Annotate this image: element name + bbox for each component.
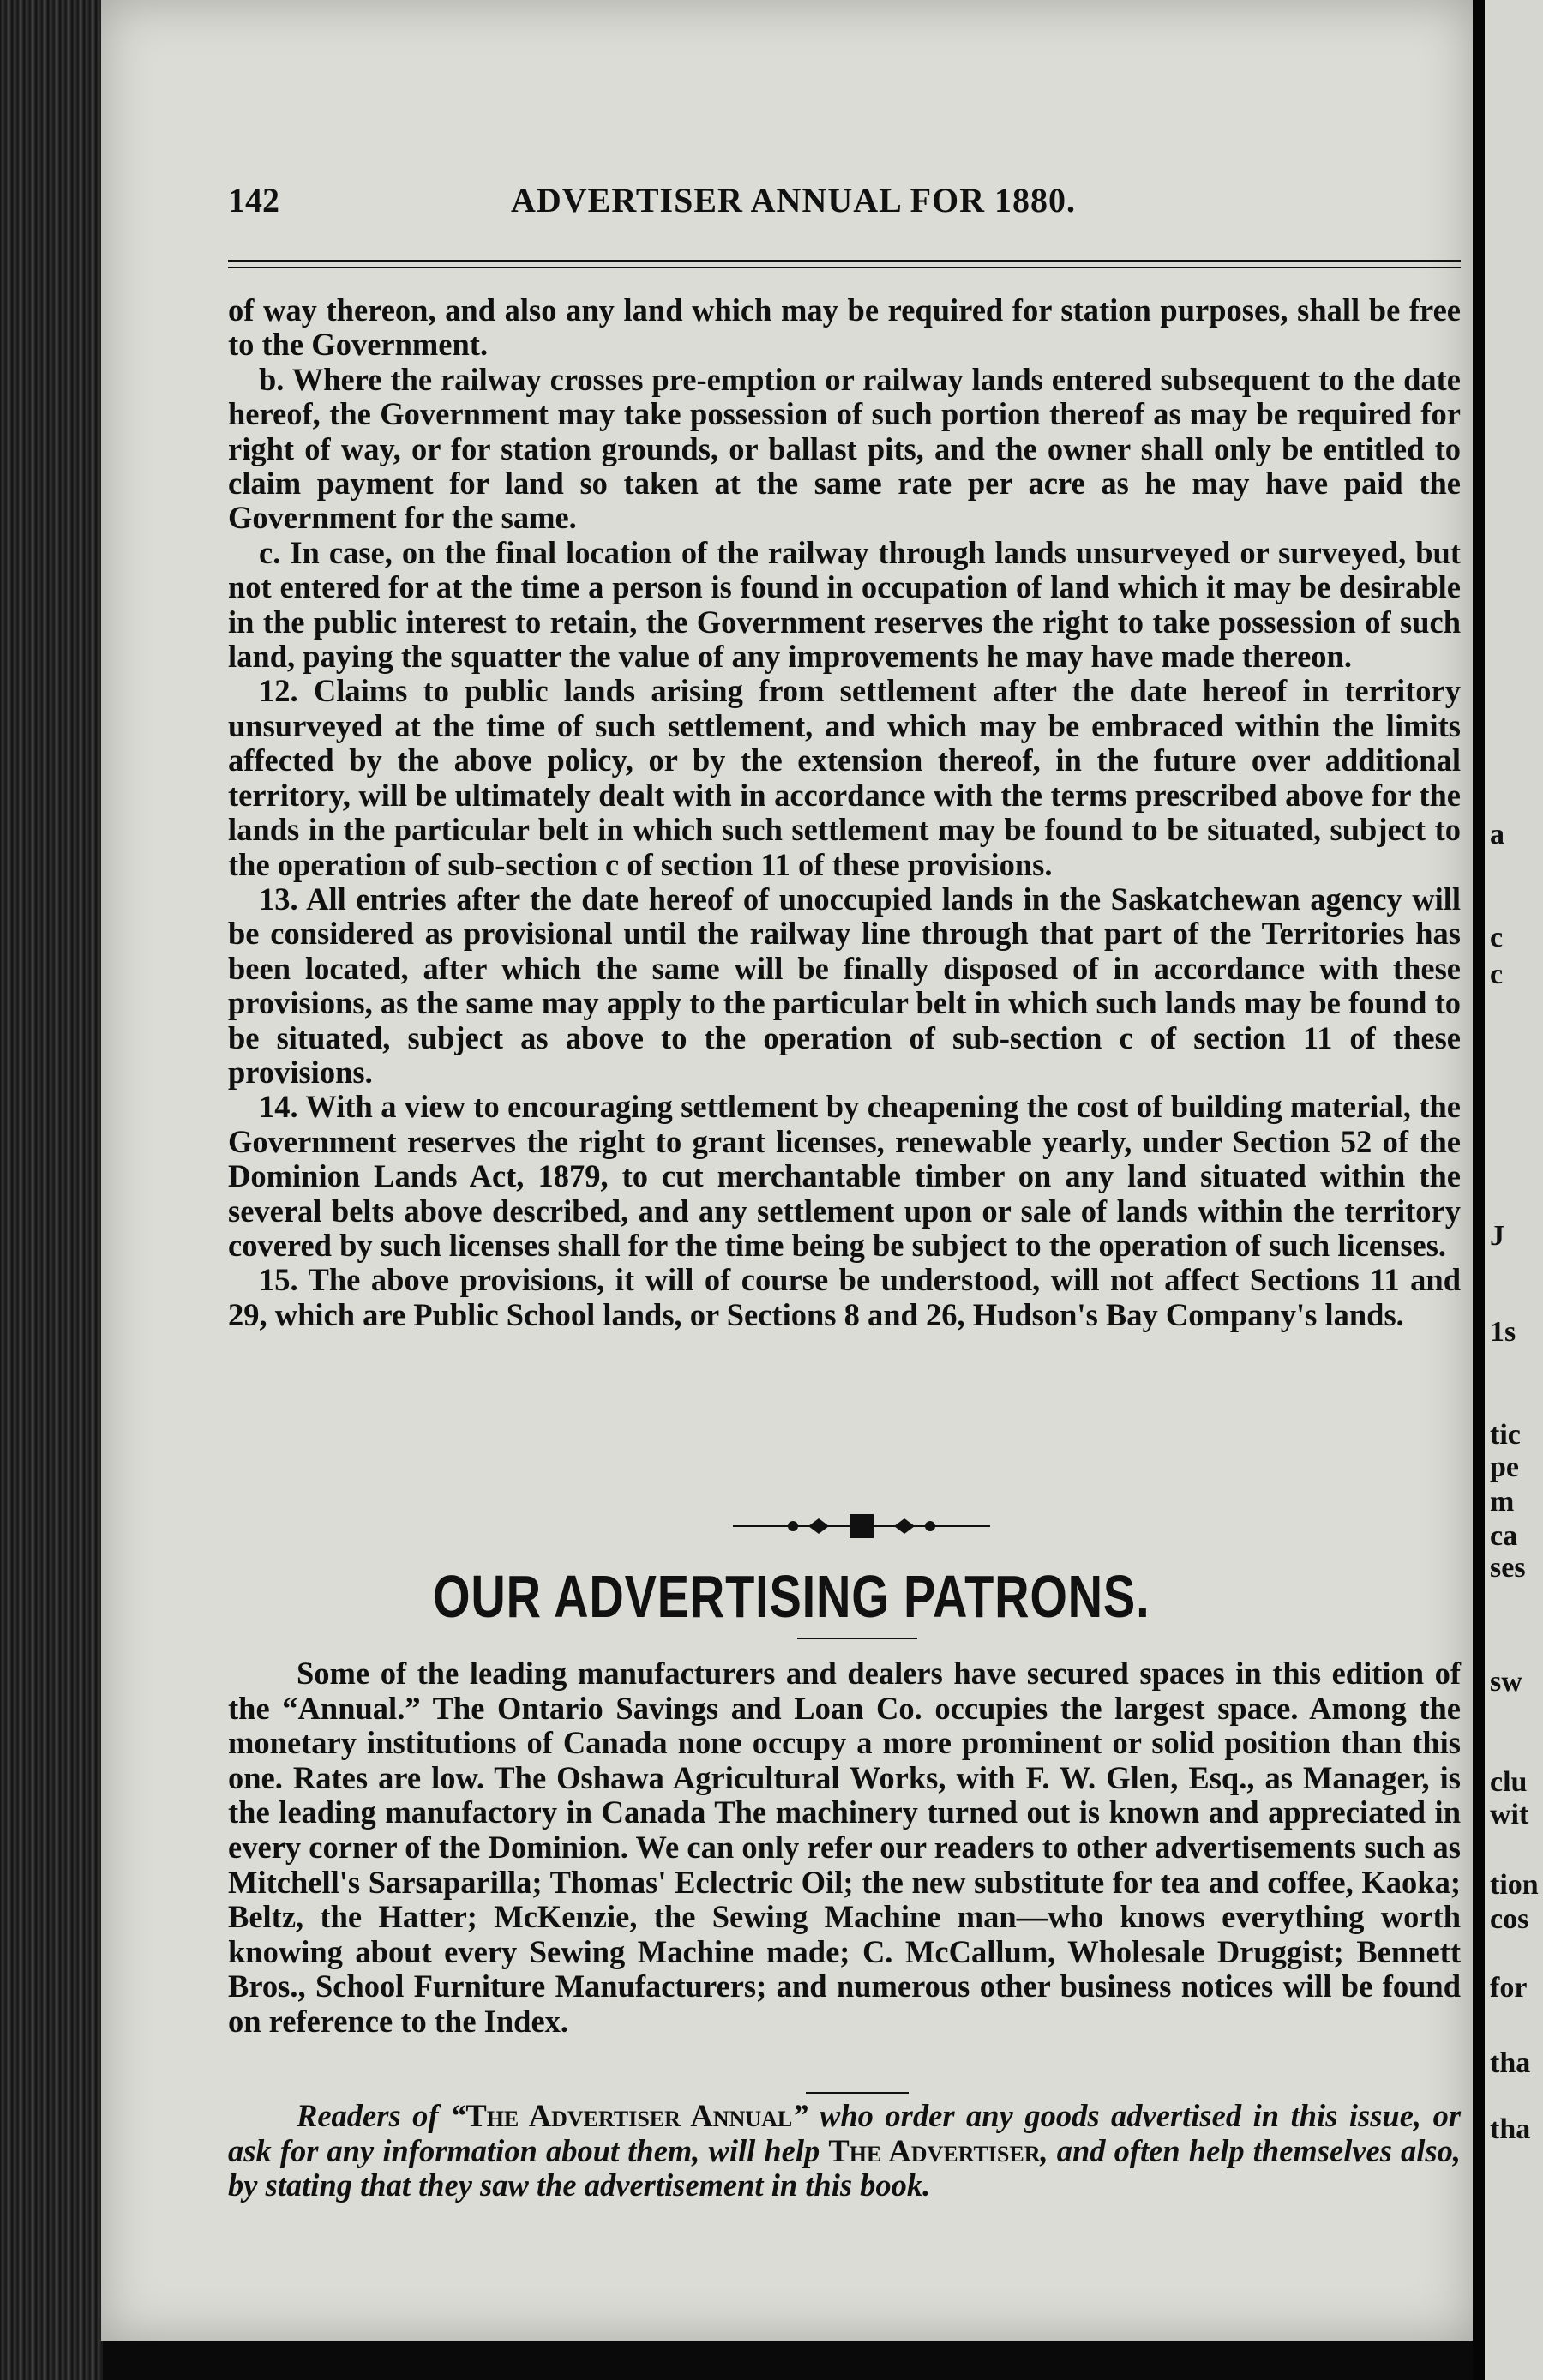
adjacent-text-fragment: sw [1490, 1666, 1522, 1698]
adjacent-text-fragment: ca [1490, 1520, 1518, 1552]
paragraph: b. Where the railway crosses pre-emption or railway lands entered subsequent to the date hereof, the Government may take possession of such portion thereof as may be required for right of way, or for station grounds, or ballast pits, and the owner shall only be entitled to claim payment for land so taken at the same rate per acre as he may have paid the Government for the same. [228, 361, 1461, 536]
header-rule-top [228, 260, 1461, 262]
adjacent-text-fragment: tic [1490, 1419, 1521, 1451]
adjacent-text-fragment: cos [1490, 1903, 1529, 1935]
adjacent-text-fragment: for [1490, 1972, 1528, 2004]
section-heading: OUR ADVERTISING PATRONS. [433, 1563, 1150, 1630]
advertiser-notice [228, 2099, 1461, 2203]
adjacent-text-fragment: tha [1490, 2047, 1531, 2079]
adjacent-text-fragment: a [1490, 819, 1504, 850]
notice-text: Readers of “ [297, 2098, 466, 2133]
adjacent-text-fragment: ses [1490, 1552, 1526, 1584]
running-title: ADVERTISER ANNUAL FOR 1880. [511, 181, 1077, 219]
paragraph: of way thereon, and also any land which may be required for station purposes, shall be free to the Government. [228, 292, 1461, 363]
adjacent-text-fragment: wit [1490, 1799, 1529, 1830]
paragraph: 14. With a view to encouraging settlement by cheapening the cost of building material, the Government reserves the right to grant licenses, renewable yearly, under Section 52 of the Dominion Lands Act, 1879, to cut merchantable timber on any land situated within the several belts above described, and any settlement upon or sale of lands within the territory covered by such licenses shall for the time being be subject to the operation of such licenses. [228, 1089, 1461, 1263]
ornament-divider [733, 1509, 990, 1543]
adjacent-text-fragment: J [1490, 1220, 1504, 1252]
paragraph: 13. All entries after the date hereof of unoccupied lands in the Saskatchewan agency will be considered as provisional until the railway line through that part of the Territories has been located, after which the same will be finally disposed of in accordance with these provisions, as the same may apply to the particular belt in which such lands may be found to be situated, subject as above to the operation of sub-section c of section 11 of these provisions. [228, 880, 1461, 1090]
adjacent-text-fragment: tha [1490, 2113, 1531, 2145]
paragraph: Some of the leading manufacturers and dealers have secured spaces in this edition of the “Annual.” The Ontario Savings and Loan Co. occupies the largest space. Among the monetary institutions of Canada none occupy a more prominent or solid position than this one. Rates are low. The Oshawa Agricultural Works, with F. W. Glen, Esq., as Manager, is the leading manufactory in Canada The machinery turned out is known and appreciated in every corner of the Dominion. We can only refer our readers to other advertisements such as Mitchell's Sarsaparilla; Thomas' Eclectric Oil; the new substitute for tea and coffee, Kaoka; Beltz, the Hatter; McKenzie, the Sewing Machine man—who knows everything worth knowing about every Sewing Machine made; C. McCallum, Wholesale Druggist; Bennett Bros., School Furniture Manufacturers; and numerous other business notices will be found on reference to the Index. [228, 1656, 1461, 2039]
book-gutter [0, 0, 103, 2380]
patrons-text [228, 1656, 1461, 2040]
notice-text: ” who order any goods advertised in this issue, or ask for any information about them, will help [228, 2098, 1462, 2168]
notice-rule [806, 2092, 909, 2094]
adjacent-page [1485, 0, 1543, 2380]
paragraph: 15. The above provisions, it will of course be understood, will not affect Sections 11 and 29, which are Public School lands, or Sections 8 and 26, Hudson's Bay Company's lands. [228, 1262, 1461, 1332]
paragraph: 12. Claims to public lands arising from settlement after the date hereof in territory unsurveyed at the time of such settlement, and which may be embraced within the limits affected by the above policy, or by the extension thereof, in the future over additional territory, will be ultimately dealt with in accordance with the terms prescribed above for the lands in the particular belt in which such settlement may be found to be situated, subject to the operation of sub-section c of section 11 of these provisions. [228, 673, 1461, 882]
body-text [228, 293, 1461, 1332]
publication-name: The Advertiser [828, 2132, 1041, 2168]
paragraph: c. In case, on the final location of the railway through lands unsurveyed or surveyed, but not entered for at the time a person is found in occupation of land which it may be desirable in the public interest to retain, the Government reserves the right to take possession of such land, paying the squatter the value of any improvements he may have made thereon. [228, 534, 1461, 675]
page-edge [1473, 0, 1485, 2380]
page-number: 142 [228, 181, 279, 219]
publication-name: The Advertiser Annual [465, 2098, 793, 2133]
adjacent-text-fragment: c [1490, 959, 1504, 990]
adjacent-text-fragment: tion [1490, 1869, 1539, 1901]
notice-text: , and often help themselves also, by stating that they saw the advertisement in this book. [228, 2132, 1462, 2203]
adjacent-text-fragment: m [1490, 1486, 1515, 1518]
adjacent-text-fragment: clu [1490, 1766, 1528, 1798]
adjacent-text-fragment: 1s [1490, 1316, 1516, 1348]
adjacent-text-fragment: pe [1490, 1451, 1519, 1483]
adjacent-text-fragment: c [1490, 922, 1504, 953]
heading-underline [797, 1638, 917, 1639]
page-header [228, 180, 1471, 231]
header-rule-bottom [228, 267, 1461, 268]
